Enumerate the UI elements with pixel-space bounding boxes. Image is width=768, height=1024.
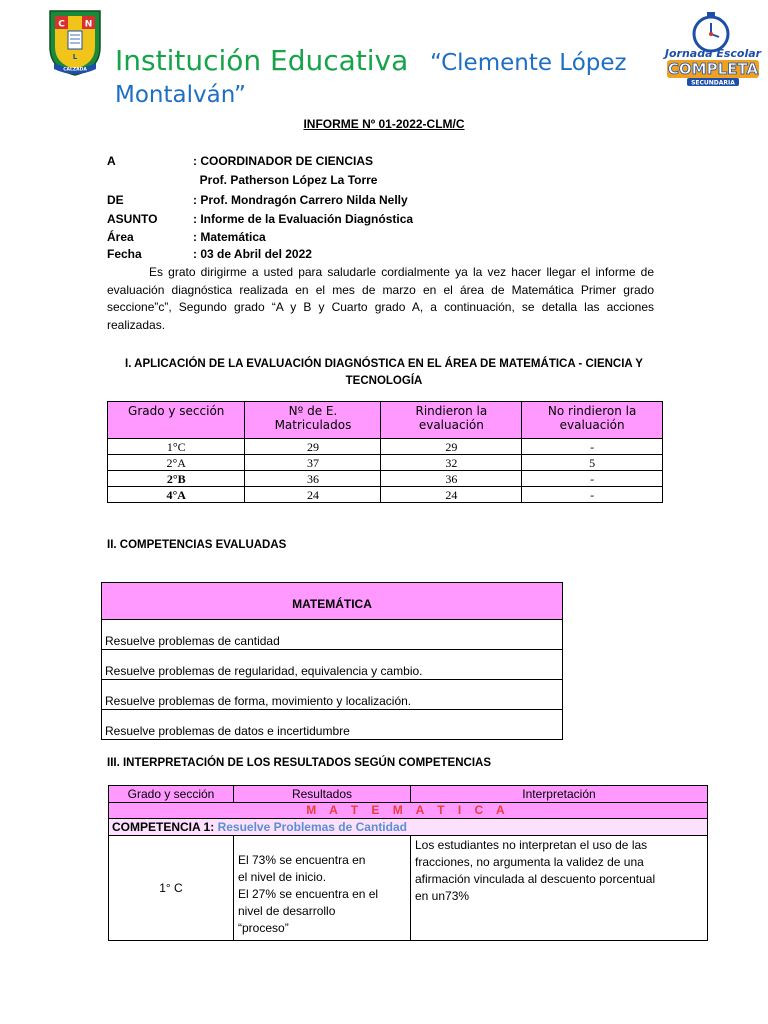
memo-key: Área [107, 230, 134, 244]
competency-header [109, 819, 708, 836]
report-title: INFORME Nº 01-2022-CLM/C [303, 117, 465, 131]
memo-value: Prof. Patherson López La Torre [193, 173, 378, 187]
result-line: nivel de desarrollo [238, 904, 336, 918]
intro-paragraph [107, 264, 654, 334]
table-row [108, 487, 663, 503]
table-header: Nº de E. Matriculados [245, 402, 381, 439]
no-rindieron-cell: 5 [522, 455, 663, 471]
interpretation-line: afirmación vinculada al descuento porcentual [415, 872, 656, 886]
table-header: Rindieron la evaluación [381, 402, 522, 439]
no-rindieron-cell: - [522, 471, 663, 487]
table-band-row [109, 803, 708, 819]
resultados-cell [234, 836, 411, 941]
interpretation-line: en un73% [415, 889, 470, 903]
grado-cell: 2°B [108, 471, 245, 487]
school-crest-logo [46, 7, 104, 77]
table-header: Resultados [234, 786, 411, 803]
interpretation-line: Los estudiantes no interpretan el uso de las [415, 838, 648, 852]
table-row [108, 439, 663, 455]
grado-cell: 1°C [108, 439, 245, 455]
evaluation-application-table [107, 401, 663, 503]
crest-banner: CALZADA [63, 67, 87, 73]
table-header: Interpretación [411, 786, 708, 803]
school-name-part1: “Clemente López [430, 50, 627, 76]
rindieron-cell: 29 [381, 439, 522, 455]
competency-label: COMPETENCIA 1: [112, 819, 215, 834]
table-row [102, 650, 563, 680]
competency-item: Resuelve problemas de datos e incertidumbre [102, 710, 563, 740]
table-row [108, 455, 663, 471]
memo-value: : Informe de la Evaluación Diagnóstica [193, 212, 414, 226]
competencies-table [101, 582, 563, 740]
table-header: No rindieron la evaluación [522, 402, 663, 439]
table-row [102, 710, 563, 740]
memo-key: Fecha [107, 247, 142, 261]
competency-item: Resuelve problemas de regularidad, equivalencia y cambio. [102, 650, 563, 680]
results-interpretation-table [108, 785, 708, 941]
table-header-row [108, 402, 663, 439]
memo-value: : COORDINADOR DE CIENCIAS [193, 154, 374, 168]
table-row [102, 620, 563, 650]
memo-value: : 03 de Abril del 2022 [193, 247, 312, 261]
result-line: el nivel de inicio. [238, 870, 327, 884]
competency-row [109, 819, 708, 836]
crest-letter-right: N [84, 19, 93, 30]
competency-name: Resuelve Problemas de Cantidad [217, 819, 407, 834]
memo-key: A [107, 154, 116, 168]
rindieron-cell: 24 [381, 487, 522, 503]
interpretation-line: fracciones, no argumenta la validez de una [415, 855, 644, 869]
table-header: MATEMÁTICA [102, 583, 563, 620]
institution-label: Institución Educativa [115, 44, 409, 77]
table-header: Grado y sección [109, 786, 234, 803]
section1-title-line2: TECNOLOGÍA [345, 375, 423, 387]
table-row [108, 471, 663, 487]
competency-item: Resuelve problemas de forma, movimiento y localización. [102, 680, 563, 710]
grado-cell: 4°A [108, 487, 245, 503]
intro-text: Es grato dirigirme a usted para saludarle cordialmente ya la vez hacer llegar el informe de evaluación diagnóstica realizada en el mes de marzo en el área de Matemática Primer grado seccione”c”, Segundo grado “A y B y Cuarto grado A, a continuación, se detalla las acciones realizadas. [107, 265, 654, 332]
memo-value: : Prof. Mondragón Carrero Nilda Nelly [193, 193, 408, 207]
no-rindieron-cell: - [522, 439, 663, 455]
grado-cell: 1° C [109, 836, 234, 941]
table-row [102, 680, 563, 710]
logo-line3: SECUNDARIA [691, 79, 735, 87]
table-header: Grado y sección [108, 402, 245, 439]
jornada-escolar-completa-logo [663, 10, 763, 88]
section3-title: III. INTERPRETACIÓN DE LOS RESULTADOS SEGÚN COMPETENCIAS [107, 757, 491, 769]
matriculados-cell: 24 [245, 487, 381, 503]
matriculados-cell: 37 [245, 455, 381, 471]
memo-value: : Matemática [193, 230, 266, 244]
interpretacion-cell [411, 836, 708, 941]
rindieron-cell: 36 [381, 471, 522, 487]
table-header-row [102, 583, 563, 620]
logo-line2: COMPLETA [667, 60, 759, 78]
result-line: El 73% se encuentra en [238, 853, 366, 867]
table-row [109, 836, 708, 941]
school-name-part2: Montalván” [115, 82, 246, 108]
result-line: “proceso” [238, 921, 289, 935]
result-line: El 27% se encuentra en el [238, 887, 379, 901]
rindieron-cell: 32 [381, 455, 522, 471]
subject-band: M A T E M A T I C A [109, 803, 708, 819]
memo-key: DE [107, 193, 124, 207]
grado-cell: 2°A [108, 455, 245, 471]
section1-title-line1: I. APLICACIÓN DE LA EVALUACIÓN DIAGNÓSTICA EN EL ÁREA DE MATEMÁTICA - CIENCIA Y [125, 358, 643, 370]
logo-line1: Jornada Escolar [664, 47, 762, 60]
competency-item: Resuelve problemas de cantidad [102, 620, 563, 650]
no-rindieron-cell: - [522, 487, 663, 503]
crest-letter-bottom: L [72, 53, 78, 61]
section2-title: II. COMPETENCIAS EVALUADAS [107, 539, 287, 551]
matriculados-cell: 29 [245, 439, 381, 455]
crest-letter-left: C [58, 19, 65, 30]
memo-key: ASUNTO [107, 212, 158, 226]
table-header-row [109, 786, 708, 803]
matriculados-cell: 36 [245, 471, 381, 487]
